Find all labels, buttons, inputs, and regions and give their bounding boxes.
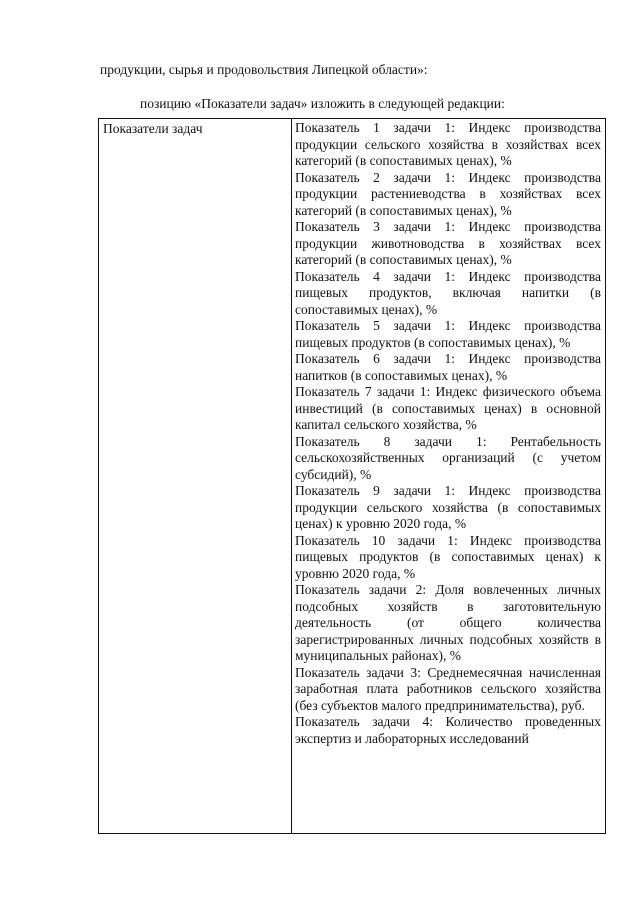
intro-line: позицию «Показатели задач» изложить в следующей редакции: <box>140 96 505 111</box>
indicators-table <box>98 118 606 834</box>
indicator-item: Показатель 9 задачи 1: Индекс производства продукции сельского хозяйства (в сопоставимых ценах) к уровню 2020 года, % <box>295 483 601 531</box>
indicator-item: Показатель 5 задачи 1: Индекс производства пищевых продуктов (в сопоставимых ценах), % <box>295 318 601 350</box>
indicator-item: Показатель 1 задачи 1: Индекс производства продукции сельского хозяйства в хозяйствах всех категорий (в сопоставимых ценах), % <box>295 120 601 168</box>
indicator-item: Показатель 10 задачи 1: Индекс производства пищевых продуктов (в сопоставимых ценах) к уровню 2020 года, % <box>295 532 601 581</box>
indicator-item: Показатель задачи 2: Доля вовлеченных личных подсобных хозяйств в заготовительную деятельность (от общего количества зарегистрированных личных подсобных хозяйств в муниципальных районах), % <box>295 582 601 663</box>
indicator-item: Показатель 7 задачи 1: Индекс физического объема инвестиций (в сопоставимых ценах) в основной капитал сельского хозяйства, % <box>295 384 601 432</box>
indicator-item: Показатель 4 задачи 1: Индекс производства пищевых продуктов, включая напитки (в сопоставимых ценах), % <box>295 268 601 317</box>
table-right-cell <box>292 119 605 833</box>
indicator-item: Показатель 3 задачи 1: Индекс производства продукции животноводства в хозяйствах всех категорий (в сопоставимых ценах), % <box>295 219 601 267</box>
table-left-cell <box>99 119 292 833</box>
indicator-item: Показатель 2 задачи 1: Индекс производства продукции растениеводства в хозяйствах всех категорий (в сопоставимых ценах), % <box>295 169 601 218</box>
indicator-item: Показатель 6 задачи 1: Индекс производства напитков (в сопоставимых ценах), % <box>295 351 601 383</box>
heading-line: продукции, сырья и продовольствия Липецкой области»: <box>100 62 428 77</box>
indicator-item: Показатель 8 задачи 1: Рентабельность сельскохозяйственных организаций (с учетом субсидий), % <box>295 433 601 482</box>
left-cell-label: Показатели задач <box>103 121 203 136</box>
indicator-item: Показатель задачи 4: Количество проведенных экспертиз и лабораторных исследований <box>295 714 601 746</box>
indicator-item: Показатель задачи 3: Среднемесячная начисленная заработная плата работников сельского хозяйства (без субъектов малого предпринимательства), руб. <box>295 664 601 713</box>
